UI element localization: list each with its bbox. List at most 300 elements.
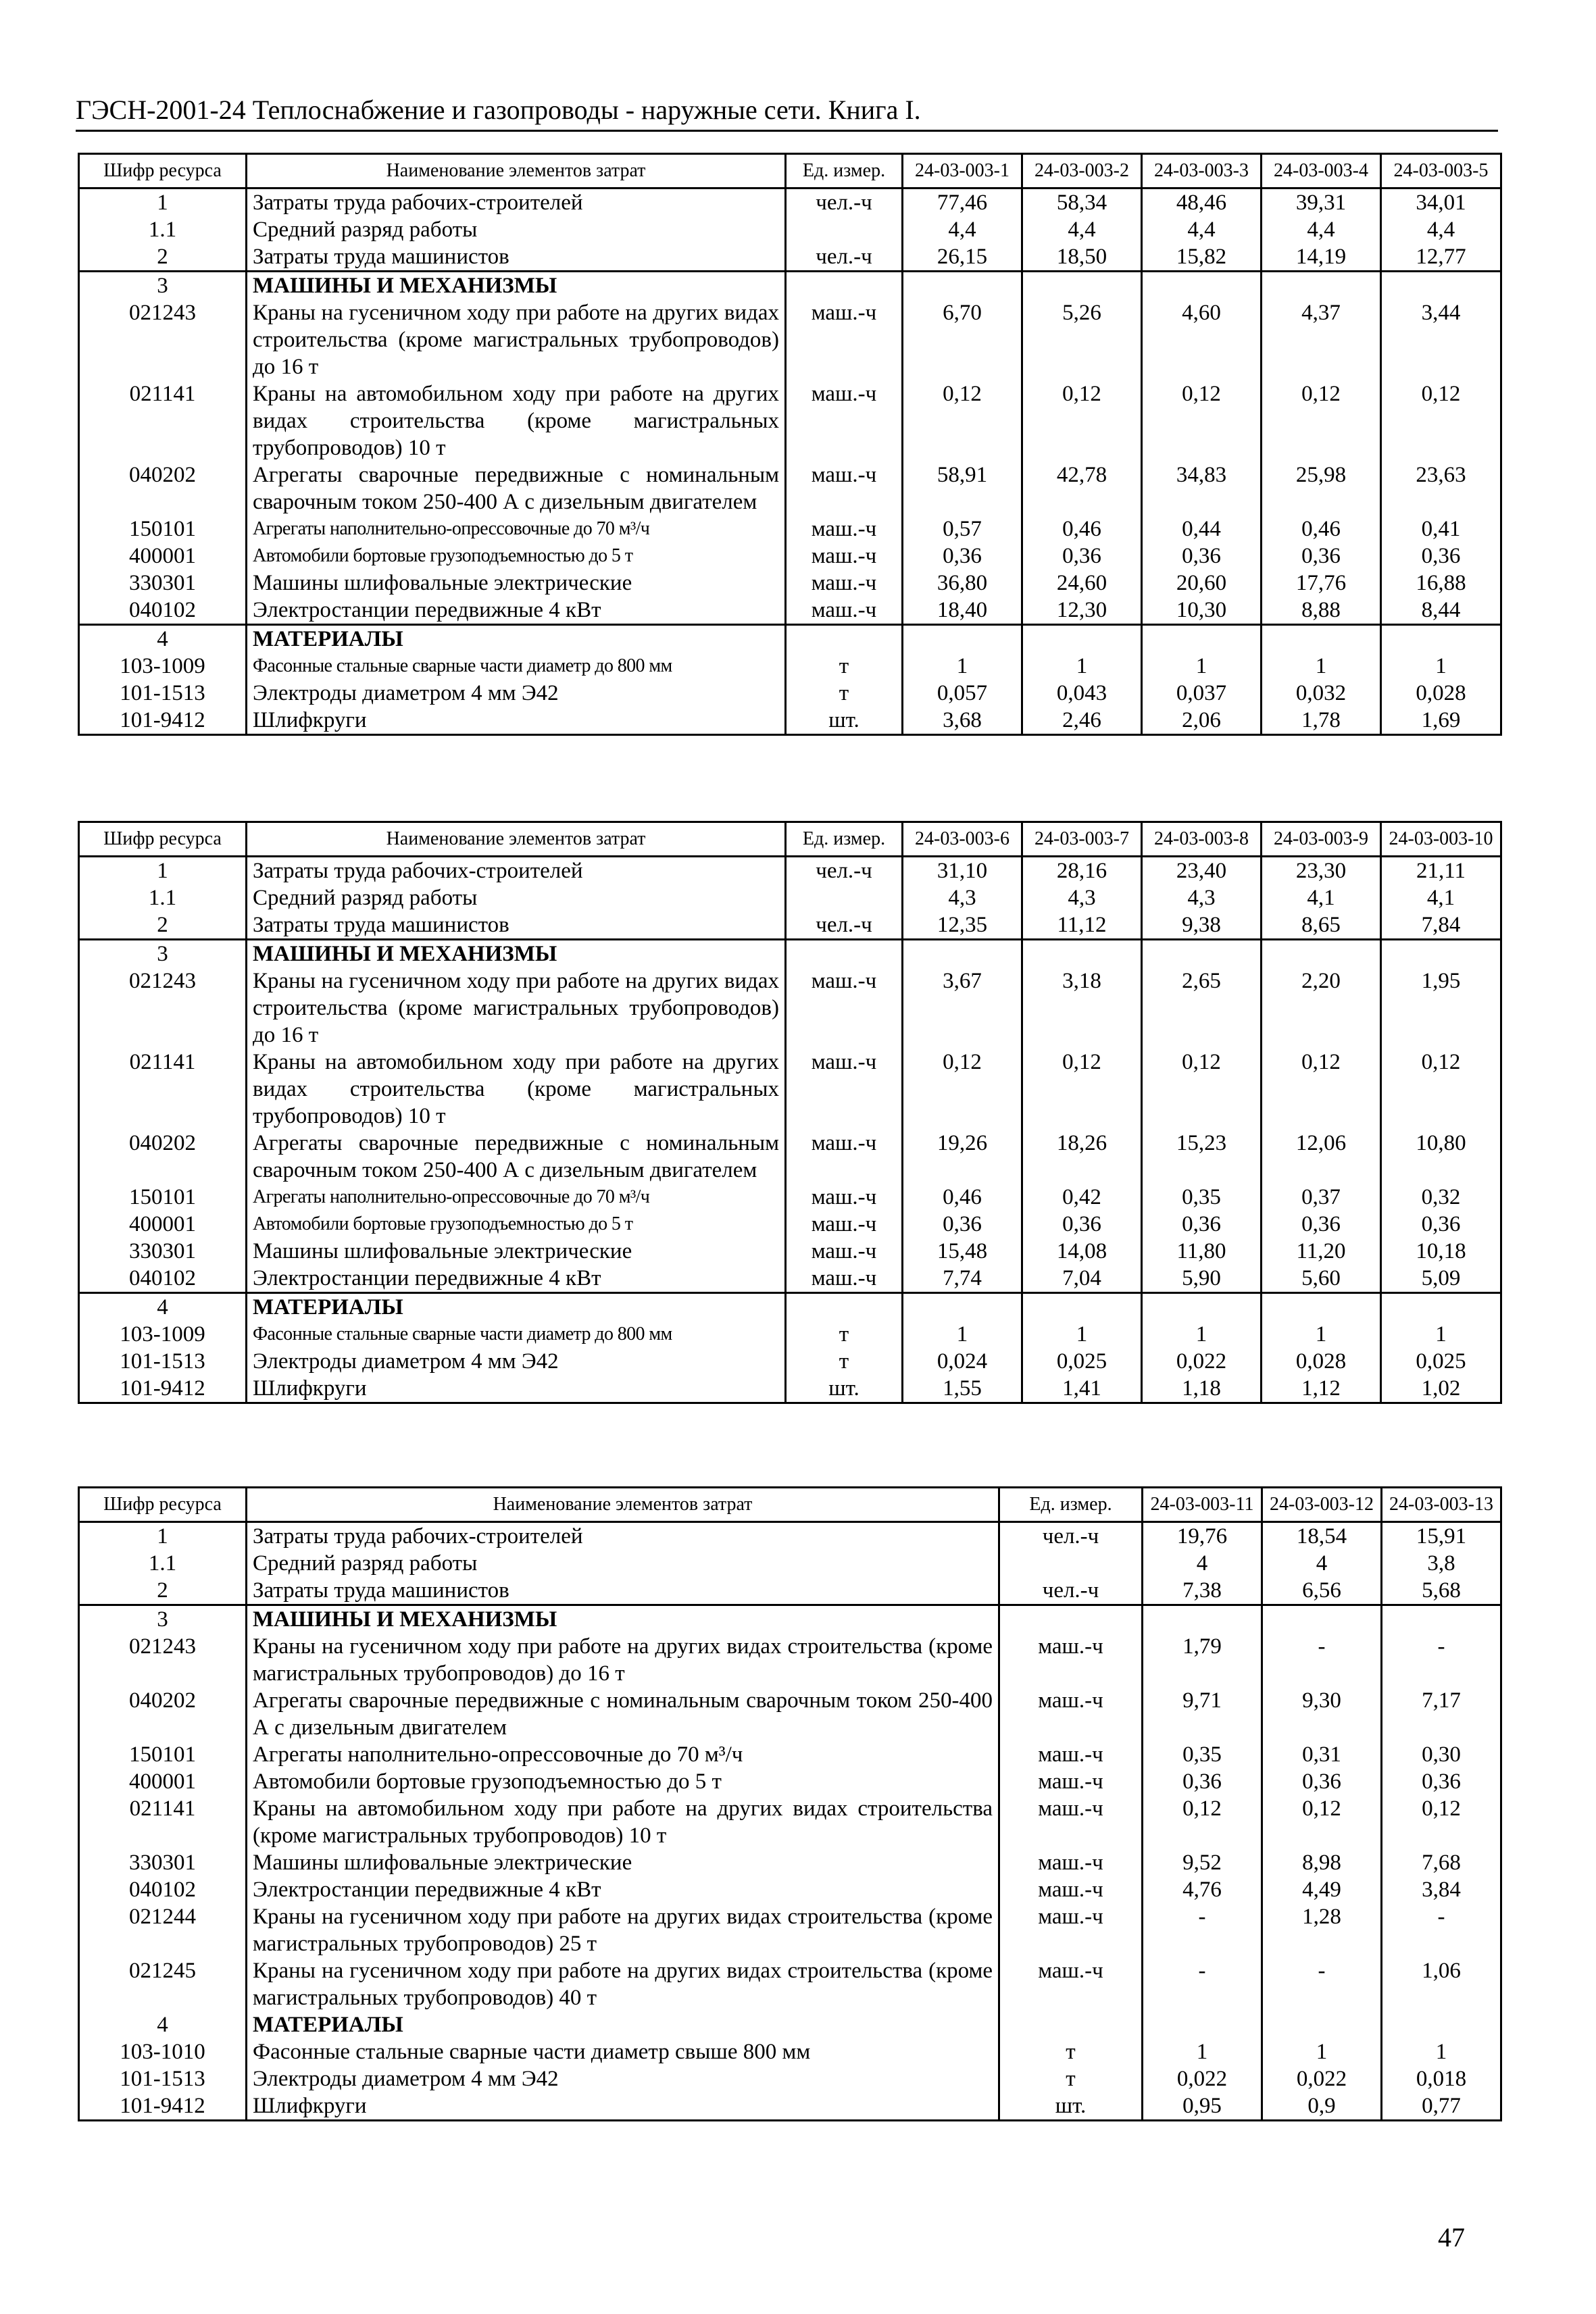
norm-value: 1: [903, 653, 1022, 680]
norm-value: 21,11: [1381, 857, 1501, 885]
cost-element-name: Машины шлифовальные электрические: [247, 570, 786, 597]
cost-element-name: Агрегаты наполнительно-опрессовочные до 70 м³/ч: [247, 1184, 786, 1211]
norm-value: 0,36: [1022, 543, 1142, 570]
unit-of-measure: т: [999, 2065, 1143, 2092]
norm-value: 0,12: [1022, 1049, 1142, 1130]
page-header: ГЭСН-2001-24 Теплоснабжение и газопроводы - наружные сети. Книга I.: [76, 93, 1498, 132]
table-row: [79, 911, 1501, 940]
table-row: [79, 1903, 1501, 1957]
table-row: [79, 243, 1501, 272]
column-header: Наименование элементов затрат: [247, 1488, 999, 1522]
table-row: [79, 1957, 1501, 2011]
table-row: [79, 1577, 1501, 1605]
unit-of-measure: маш.-ч: [786, 543, 903, 570]
norm-value: 1: [1262, 1321, 1381, 1348]
norm-value: 3,44: [1381, 299, 1501, 380]
norm-value: 0,36: [1262, 1211, 1381, 1238]
resource-code: 1.1: [79, 1550, 247, 1577]
table-row: [79, 461, 1501, 515]
resource-code: 101-9412: [79, 707, 247, 735]
norm-value: 2,46: [1022, 707, 1142, 735]
norm-value: -: [1143, 1903, 1262, 1957]
table-row: [79, 188, 1501, 217]
norm-value: 1: [1381, 653, 1501, 680]
norm-value: 11,80: [1142, 1238, 1262, 1265]
cost-element-name: Фасонные стальные сварные части диаметр до 800 мм: [247, 1321, 786, 1348]
resource-code: 150101: [79, 1184, 247, 1211]
norm-value: 2,20: [1262, 967, 1381, 1049]
norm-value: 4,4: [1142, 216, 1262, 243]
norm-value: 1: [1382, 2038, 1501, 2065]
cost-element-name: Электростанции передвижные 4 кВт: [247, 1876, 999, 1903]
unit-of-measure: шт.: [786, 707, 903, 735]
norm-value: 1,55: [903, 1375, 1022, 1403]
unit-of-measure: маш.-ч: [786, 299, 903, 380]
table-row: [79, 967, 1501, 1049]
norm-value: [1143, 1605, 1262, 1634]
table-row: [79, 597, 1501, 625]
norm-value: 2,06: [1142, 707, 1262, 735]
norm-value: 10,30: [1142, 597, 1262, 625]
table-row: [79, 1849, 1501, 1876]
norm-value: 1,41: [1022, 1375, 1142, 1403]
cost-element-name: МАШИНЫ И МЕХАНИЗМЫ: [247, 940, 786, 968]
resource-code: 021243: [79, 967, 247, 1049]
resource-code: 040202: [79, 1687, 247, 1741]
cost-element-name: Средний разряд работы: [247, 216, 786, 243]
norm-value: 0,95: [1143, 2092, 1262, 2121]
norm-value: 0,032: [1262, 680, 1381, 707]
resource-code: 330301: [79, 1238, 247, 1265]
table-row: [79, 1049, 1501, 1130]
cost-element-name: Затраты труда рабочих-строителей: [247, 1522, 999, 1551]
resource-code: 1: [79, 857, 247, 885]
table-row: [79, 1293, 1501, 1322]
norm-value: 1,28: [1262, 1903, 1382, 1957]
norm-value: 5,60: [1262, 1265, 1381, 1293]
resource-code: 1.1: [79, 216, 247, 243]
table-row: [79, 2038, 1501, 2065]
norm-value: 24,60: [1022, 570, 1142, 597]
norm-value: -: [1382, 1903, 1501, 1957]
unit-of-measure: маш.-ч: [786, 1130, 903, 1184]
cost-element-name: Агрегаты сварочные передвижные с номинальным сварочным током 250-400 А с дизельным двигателем: [247, 1687, 999, 1741]
unit-of-measure: маш.-ч: [786, 967, 903, 1049]
norm-value: 26,15: [903, 243, 1022, 272]
resource-code: 150101: [79, 1741, 247, 1768]
norm-value: 1: [1142, 1321, 1262, 1348]
resource-table-2: [78, 821, 1502, 1404]
cost-element-name: МАШИНЫ И МЕХАНИЗМЫ: [247, 272, 786, 300]
norm-value: 3,84: [1382, 1876, 1501, 1903]
norm-value: 4: [1143, 1550, 1262, 1577]
norm-value: 3,68: [903, 707, 1022, 735]
norm-value: 10,18: [1381, 1238, 1501, 1265]
cost-element-name: Электроды диаметром 4 мм Э42: [247, 2065, 999, 2092]
norm-value: 9,52: [1143, 1849, 1262, 1876]
table-row: [79, 1633, 1501, 1687]
cost-element-name: Краны на гусеничном ходу при работе на других видах строительства (кроме магистральных трубопроводов) до 16 т: [247, 1633, 999, 1687]
norm-value: [1382, 1605, 1501, 1634]
unit-of-measure: маш.-ч: [786, 461, 903, 515]
resource-code: 1: [79, 188, 247, 217]
norm-value: [1262, 625, 1381, 653]
norm-value: 0,36: [1382, 1768, 1501, 1795]
norm-value: 0,037: [1142, 680, 1262, 707]
unit-of-measure: [999, 1605, 1143, 1634]
norm-value: 77,46: [903, 188, 1022, 217]
norm-column-header: 24-03-003-6: [903, 822, 1022, 857]
unit-of-measure: маш.-ч: [999, 1633, 1143, 1687]
resource-code: 4: [79, 1293, 247, 1322]
norm-value: 4,60: [1142, 299, 1262, 380]
norm-value: 18,50: [1022, 243, 1142, 272]
norm-value: 4,49: [1262, 1876, 1382, 1903]
norm-value: [1262, 2011, 1382, 2038]
cost-element-name: Электроды диаметром 4 мм Э42: [247, 1348, 786, 1375]
norm-value: 0,025: [1022, 1348, 1142, 1375]
cost-element-name: Шлифкруги: [247, 2092, 999, 2121]
table-row: [79, 1795, 1501, 1849]
column-header: Шифр ресурса: [79, 154, 247, 188]
norm-value: 0,022: [1262, 2065, 1382, 2092]
unit-of-measure: чел.-ч: [786, 188, 903, 217]
resource-code: 040202: [79, 1130, 247, 1184]
table-row: [79, 543, 1501, 570]
norm-value: 0,36: [903, 1211, 1022, 1238]
unit-of-measure: т: [786, 653, 903, 680]
cost-element-name: Краны на гусеничном ходу при работе на других видах строительства (кроме магистральных трубопроводов) до 16 т: [247, 299, 786, 380]
unit-of-measure: маш.-ч: [786, 1238, 903, 1265]
resource-code: 330301: [79, 570, 247, 597]
unit-of-measure: [786, 1293, 903, 1322]
resource-code: 040102: [79, 1265, 247, 1293]
column-header: Наименование элементов затрат: [247, 154, 786, 188]
unit-of-measure: маш.-ч: [786, 1211, 903, 1238]
column-header: Шифр ресурса: [79, 1488, 247, 1522]
norm-value: 9,71: [1143, 1687, 1262, 1741]
unit-of-measure: маш.-ч: [999, 1876, 1143, 1903]
cost-element-name: Машины шлифовальные электрические: [247, 1849, 999, 1876]
norm-value: [1262, 1293, 1381, 1322]
unit-of-measure: маш.-ч: [999, 1849, 1143, 1876]
norm-value: [1142, 272, 1262, 300]
norm-value: 1: [1142, 653, 1262, 680]
unit-of-measure: [999, 2011, 1143, 2038]
norm-value: 0,57: [903, 515, 1022, 543]
norm-value: 3,67: [903, 967, 1022, 1049]
norm-value: 11,20: [1262, 1238, 1381, 1265]
norm-column-header: 24-03-003-13: [1382, 1488, 1501, 1522]
resource-code: 040102: [79, 597, 247, 625]
unit-of-measure: [786, 216, 903, 243]
norm-value: 4,3: [1022, 884, 1142, 911]
norm-value: 0,36: [1142, 1211, 1262, 1238]
norm-value: 3,18: [1022, 967, 1142, 1049]
norm-value: -: [1382, 1633, 1501, 1687]
resource-code: 2: [79, 911, 247, 940]
resource-code: 021243: [79, 299, 247, 380]
cost-element-name: Электростанции передвижные 4 кВт: [247, 597, 786, 625]
norm-value: 3,8: [1382, 1550, 1501, 1577]
norm-value: 23,30: [1262, 857, 1381, 885]
unit-of-measure: маш.-ч: [786, 570, 903, 597]
resource-code: 021243: [79, 1633, 247, 1687]
norm-value: 36,80: [903, 570, 1022, 597]
table-row: [79, 857, 1501, 885]
norm-value: 34,83: [1142, 461, 1262, 515]
norm-value: 0,44: [1142, 515, 1262, 543]
resource-code: 101-1513: [79, 2065, 247, 2092]
norm-value: 1: [1143, 2038, 1262, 2065]
norm-column-header: 24-03-003-9: [1262, 822, 1381, 857]
table-row: [79, 1550, 1501, 1577]
norm-value: 0,9: [1262, 2092, 1382, 2121]
unit-of-measure: [786, 272, 903, 300]
norm-value: 20,60: [1142, 570, 1262, 597]
norm-value: 4,4: [1022, 216, 1142, 243]
norm-column-header: 24-03-003-11: [1143, 1488, 1262, 1522]
norm-value: 15,91: [1382, 1522, 1501, 1551]
norm-value: [1143, 2011, 1262, 2038]
cost-element-name: Фасонные стальные сварные части диаметр свыше 800 мм: [247, 2038, 999, 2065]
unit-of-measure: т: [999, 2038, 1143, 2065]
norm-value: 1: [1262, 2038, 1382, 2065]
table-row: [79, 680, 1501, 707]
column-header: Ед. измер.: [786, 822, 903, 857]
norm-value: 18,54: [1262, 1522, 1382, 1551]
norm-column-header: 24-03-003-8: [1142, 822, 1262, 857]
norm-value: 1: [1262, 653, 1381, 680]
norm-value: 0,12: [1143, 1795, 1262, 1849]
norm-value: 6,70: [903, 299, 1022, 380]
norm-value: [1262, 940, 1381, 968]
norm-value: 0,41: [1381, 515, 1501, 543]
cost-element-name: МАТЕРИАЛЫ: [247, 1293, 786, 1322]
norm-value: 0,42: [1022, 1184, 1142, 1211]
norm-value: 4,1: [1381, 884, 1501, 911]
column-header: Шифр ресурса: [79, 822, 247, 857]
norm-column-header: 24-03-003-4: [1262, 154, 1381, 188]
norm-value: -: [1262, 1957, 1382, 2011]
table-row: [79, 2065, 1501, 2092]
norm-value: 0,12: [1382, 1795, 1501, 1849]
table-header-row: [79, 822, 1501, 857]
norm-value: 15,82: [1142, 243, 1262, 272]
resource-table-3: [78, 1486, 1502, 2121]
resource-code: 040102: [79, 1876, 247, 1903]
column-header: Ед. измер.: [786, 154, 903, 188]
norm-value: 25,98: [1262, 461, 1381, 515]
cost-element-name: МАШИНЫ И МЕХАНИЗМЫ: [247, 1605, 999, 1634]
norm-value: [1382, 2011, 1501, 2038]
table-row: [79, 299, 1501, 380]
table-row: [79, 2011, 1501, 2038]
norm-value: 4,76: [1143, 1876, 1262, 1903]
norm-value: 4,4: [1262, 216, 1381, 243]
norm-value: [1022, 272, 1142, 300]
cost-element-name: Электростанции передвижные 4 кВт: [247, 1265, 786, 1293]
unit-of-measure: [786, 940, 903, 968]
norm-value: 39,31: [1262, 188, 1381, 217]
table-row: [79, 1238, 1501, 1265]
norm-value: [1022, 940, 1142, 968]
resource-code: 101-9412: [79, 2092, 247, 2121]
norm-value: 0,022: [1142, 1348, 1262, 1375]
norm-value: 0,32: [1381, 1184, 1501, 1211]
unit-of-measure: маш.-ч: [999, 1903, 1143, 1957]
norm-value: 4,37: [1262, 299, 1381, 380]
norm-value: 4,1: [1262, 884, 1381, 911]
norm-column-header: 24-03-003-3: [1142, 154, 1262, 188]
norm-value: 0,025: [1381, 1348, 1501, 1375]
resource-code: 040202: [79, 461, 247, 515]
norm-value: [1142, 1293, 1262, 1322]
cost-element-name: МАТЕРИАЛЫ: [247, 2011, 999, 2038]
table-row: [79, 653, 1501, 680]
resource-code: 101-1513: [79, 1348, 247, 1375]
norm-value: 48,46: [1142, 188, 1262, 217]
unit-of-measure: [786, 884, 903, 911]
unit-of-measure: маш.-ч: [786, 597, 903, 625]
norm-value: 4,4: [1381, 216, 1501, 243]
norm-value: [1022, 625, 1142, 653]
norm-value: [1262, 1605, 1382, 1634]
resource-code: 4: [79, 625, 247, 653]
norm-value: 0,31: [1262, 1741, 1382, 1768]
cost-element-name: Электроды диаметром 4 мм Э42: [247, 680, 786, 707]
table-row: [79, 1321, 1501, 1348]
column-header: Ед. измер.: [999, 1488, 1143, 1522]
norm-value: 16,88: [1381, 570, 1501, 597]
cost-element-name: Шлифкруги: [247, 1375, 786, 1403]
norm-value: 7,68: [1382, 1849, 1501, 1876]
norm-value: -: [1262, 1633, 1382, 1687]
cost-element-name: Затраты труда машинистов: [247, 1577, 999, 1605]
norm-value: 1,02: [1381, 1375, 1501, 1403]
unit-of-measure: маш.-ч: [786, 1265, 903, 1293]
unit-of-measure: маш.-ч: [999, 1687, 1143, 1741]
table-row: [79, 515, 1501, 543]
norm-value: 9,38: [1142, 911, 1262, 940]
norm-value: 23,63: [1381, 461, 1501, 515]
resource-code: 101-1513: [79, 680, 247, 707]
norm-value: 17,76: [1262, 570, 1381, 597]
norm-value: 5,09: [1381, 1265, 1501, 1293]
cost-element-name: Агрегаты сварочные передвижные с номинальным сварочным током 250-400 А с дизельным двигателем: [247, 461, 786, 515]
resource-code: 021141: [79, 1049, 247, 1130]
norm-value: 1: [1381, 1321, 1501, 1348]
norm-value: 1: [1022, 653, 1142, 680]
cost-element-name: Затраты труда машинистов: [247, 243, 786, 272]
cost-element-name: Агрегаты сварочные передвижные с номинальным сварочным током 250-400 А с дизельным двигателем: [247, 1130, 786, 1184]
unit-of-measure: маш.-ч: [786, 1184, 903, 1211]
norm-value: 4,3: [1142, 884, 1262, 911]
unit-of-measure: чел.-ч: [999, 1522, 1143, 1551]
page-number: 47: [1438, 2222, 1465, 2253]
table-row: [79, 1605, 1501, 1634]
cost-element-name: Затраты труда рабочих-строителей: [247, 857, 786, 885]
norm-column-header: 24-03-003-10: [1381, 822, 1501, 857]
column-header: Наименование элементов затрат: [247, 822, 786, 857]
cost-element-name: Шлифкруги: [247, 707, 786, 735]
norm-value: [903, 625, 1022, 653]
norm-value: 34,01: [1381, 188, 1501, 217]
unit-of-measure: маш.-ч: [999, 1741, 1143, 1768]
unit-of-measure: маш.-ч: [999, 1768, 1143, 1795]
norm-value: 0,37: [1262, 1184, 1381, 1211]
table-row: [79, 380, 1501, 461]
norm-value: 31,10: [903, 857, 1022, 885]
norm-value: 1: [1022, 1321, 1142, 1348]
table-row: [79, 1348, 1501, 1375]
resource-code: 3: [79, 940, 247, 968]
norm-value: 0,36: [1381, 1211, 1501, 1238]
table-header-row: [79, 1488, 1501, 1522]
norm-column-header: 24-03-003-2: [1022, 154, 1142, 188]
resource-code: 021245: [79, 1957, 247, 2011]
norm-value: 0,028: [1262, 1348, 1381, 1375]
cost-element-name: Краны на автомобильном ходу при работе на других видах строительства (кроме магистральных трубопроводов) 10 т: [247, 1049, 786, 1130]
norm-value: 0,12: [1262, 1795, 1382, 1849]
norm-value: 1,69: [1381, 707, 1501, 735]
norm-value: 58,34: [1022, 188, 1142, 217]
norm-value: 0,36: [903, 543, 1022, 570]
norm-value: 0,12: [903, 380, 1022, 461]
unit-of-measure: маш.-ч: [786, 1049, 903, 1130]
unit-of-measure: т: [786, 1348, 903, 1375]
norm-value: 0,12: [903, 1049, 1022, 1130]
norm-value: 0,36: [1022, 1211, 1142, 1238]
norm-value: 0,36: [1262, 1768, 1382, 1795]
norm-value: [1381, 1293, 1501, 1322]
norm-value: 1,06: [1382, 1957, 1501, 2011]
norm-value: 18,26: [1022, 1130, 1142, 1184]
cost-element-name: Средний разряд работы: [247, 1550, 999, 1577]
unit-of-measure: маш.-ч: [999, 1795, 1143, 1849]
cost-element-name: Затраты труда машинистов: [247, 911, 786, 940]
norm-value: 6,56: [1262, 1577, 1382, 1605]
norm-value: 7,04: [1022, 1265, 1142, 1293]
table-row: [79, 216, 1501, 243]
norm-value: -: [1143, 1957, 1262, 2011]
cost-element-name: Агрегаты наполнительно-опрессовочные до 70 м³/ч: [247, 515, 786, 543]
table-row: [79, 272, 1501, 300]
table-row: [79, 940, 1501, 968]
unit-of-measure: чел.-ч: [786, 911, 903, 940]
norm-value: 0,12: [1022, 380, 1142, 461]
table-row: [79, 1375, 1501, 1403]
norm-value: 23,40: [1142, 857, 1262, 885]
table-row: [79, 625, 1501, 653]
norm-value: 12,30: [1022, 597, 1142, 625]
norm-value: 9,30: [1262, 1687, 1382, 1741]
table-row: [79, 707, 1501, 735]
table-row: [79, 1130, 1501, 1184]
resource-table-1: [78, 153, 1502, 736]
norm-value: 19,76: [1143, 1522, 1262, 1551]
resource-code: 2: [79, 243, 247, 272]
cost-element-name: Затраты труда рабочих-строителей: [247, 188, 786, 217]
norm-value: 0,12: [1262, 1049, 1381, 1130]
norm-value: 0,12: [1262, 380, 1381, 461]
norm-value: 0,022: [1143, 2065, 1262, 2092]
norm-value: [1142, 625, 1262, 653]
cost-element-name: Краны на автомобильном ходу при работе на других видах строительства (кроме магистральных трубопроводов) 10 т: [247, 1795, 999, 1849]
norm-value: [903, 1293, 1022, 1322]
norm-value: 7,84: [1381, 911, 1501, 940]
unit-of-measure: маш.-ч: [786, 515, 903, 543]
